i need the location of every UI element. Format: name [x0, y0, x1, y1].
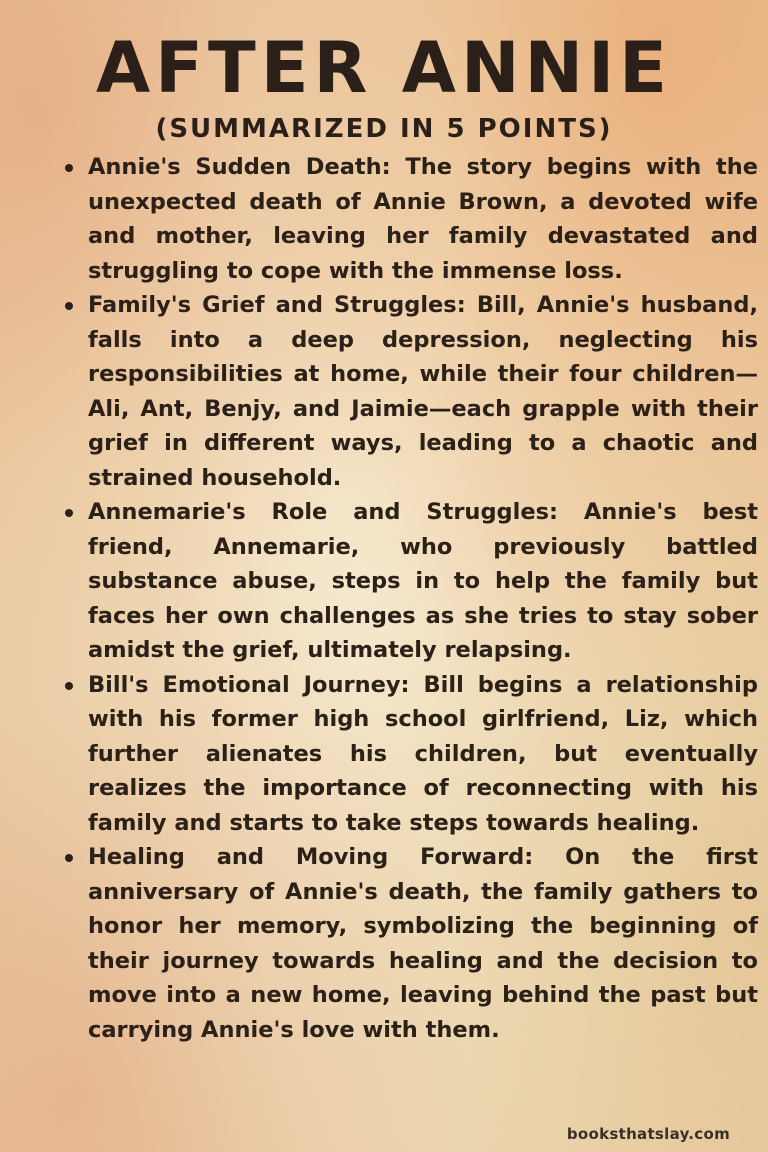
bullet-icon	[65, 682, 73, 690]
bullet-icon	[65, 854, 73, 862]
site-watermark: booksthatslay.com	[566, 1125, 730, 1143]
page-subtitle: (SUMMARIZED IN 5 POINTS)	[155, 114, 613, 144]
summary-point-text: Bill's Emotional Journey: Bill begins a relationship with his former high school girlfriend, Liz, which further alienates his children, but eventually realizes the importance of reconnecting with his family and starts to take steps towards healing.	[88, 671, 758, 836]
summary-point	[88, 150, 758, 288]
summary-point	[88, 668, 758, 841]
summary-points-list	[62, 150, 758, 1047]
bullet-icon	[65, 509, 73, 517]
summary-point	[88, 288, 758, 495]
bullet-icon	[65, 302, 73, 310]
summary-point-text: Annie's Sudden Death: The story begins with the unexpected death of Annie Brown, a devoted wife and mother, leaving her family devastated and struggling to cope with the immense loss.	[88, 154, 758, 284]
summary-point-text: Annemarie's Role and Struggles: Annie's best friend, Annemarie, who previously battled substance abuse, steps in to help the family but faces her own challenges as she tries to stay sober amidst the grief, ultimately relapsing.	[88, 499, 758, 663]
summary-point-text: Healing and Moving Forward: On the first anniversary of Annie's death, the family gathers to honor her memory, symbolizing the beginning of their journey towards healing and the decision to move into a new home, leaving behind the past but carrying Annie's love with them.	[88, 844, 758, 1043]
summary-point	[88, 495, 758, 668]
page-title: AFTER ANNIE	[95, 27, 673, 109]
bullet-icon	[65, 164, 73, 172]
summary-point	[88, 840, 758, 1047]
summary-point-text: Family's Grief and Struggles: Bill, Annie's husband, falls into a deep depression, neglecting his responsibilities at home, while their four children—Ali, Ant, Benjy, and Jaimie—each grapple with their grief in different ways, leading to a chaotic and strained household.	[88, 292, 758, 491]
